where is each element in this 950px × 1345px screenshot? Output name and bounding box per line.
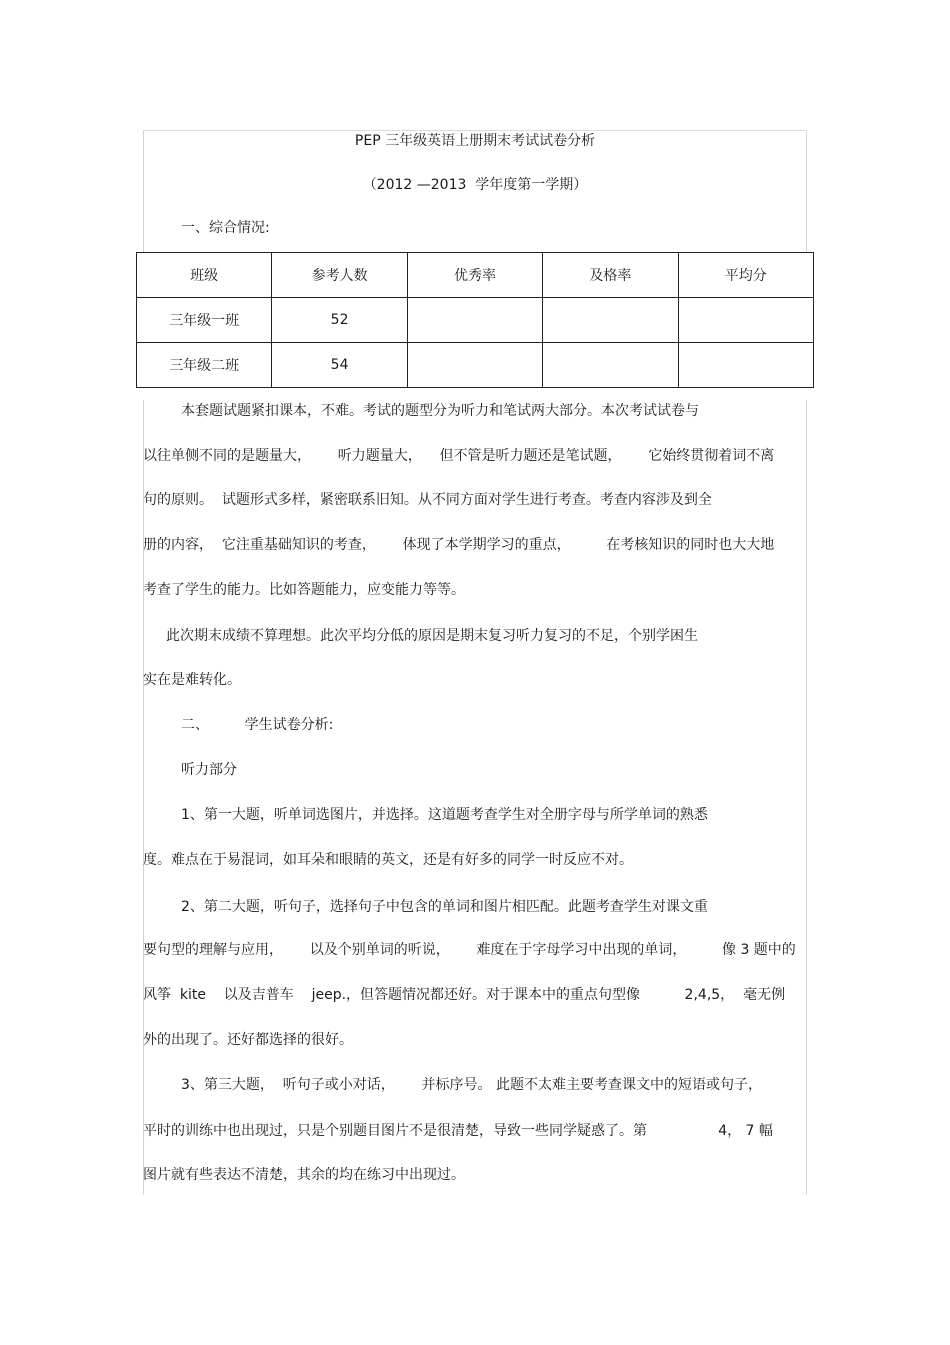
stats-table <box>136 252 814 388</box>
text-line: 以往单侧不同的是题量大， 听力题量大， 但不管是听力题还是笔试题， 它始终贯彻着词不离 <box>143 448 775 464</box>
page-border-left-lower <box>143 400 144 1195</box>
text-line: 句的原则。 试题形式多样，紧密联系旧知。从不同方面对学生进行考查。考查内容涉及到全 <box>143 492 712 508</box>
document-title: PEP 三年级英语上册期末考试试卷分析 <box>354 133 596 149</box>
section-heading-analysis: 二、 学生试卷分析: <box>181 717 334 733</box>
text-line: 风筝 kite 以及吉普车 jeep.，但答题情况都还好。对于课本中的重点句型像 2,4,5， 毫无例 <box>143 987 786 1003</box>
table-cell: 三年级一班 <box>137 298 272 343</box>
table-row <box>137 343 814 388</box>
text-line: 本套题试题紧扣课本，不难。考试的题型分为听力和笔试两大部分。本次考试试卷与 <box>181 403 699 419</box>
text-line: 度。难点在于易混词，如耳朵和眼睛的英文，还是有好多的同学一时反应不对。 <box>143 852 633 868</box>
table-cell <box>543 343 678 388</box>
document-subtitle: （2012 —2013 学年度第一学期） <box>362 177 588 193</box>
table-row <box>137 298 814 343</box>
text-line: 平时的训练中也出现过，只是个别题目图片不是很清楚，导致一些同学疑惑了。第 4， 7 幅 <box>143 1123 773 1139</box>
header-cell-class: 班级 <box>137 253 272 298</box>
text-line: 册的内容， 它注重基础知识的考查， 体现了本学期学习的重点， 在考核知识的同时也大大地 <box>143 537 775 553</box>
text-line: 考查了学生的能力。比如答题能力，应变能力等等。 <box>143 582 465 598</box>
subsection-heading-listening: 听力部分 <box>181 762 237 778</box>
text-line: 实在是难转化。 <box>143 672 241 688</box>
table-cell: 三年级二班 <box>137 343 272 388</box>
text-line: 要句型的理解与应用， 以及个别单词的听说， 难度在于字母学习中出现的单词， 像 3 题中的 <box>143 942 796 958</box>
header-cell-participants: 参考人数 <box>272 253 407 298</box>
table-cell <box>543 298 678 343</box>
table-cell: 52 <box>272 298 407 343</box>
table-header-row <box>137 253 814 298</box>
header-cell-average: 平均分 <box>678 253 813 298</box>
text-line: 此次期末成绩不算理想。此次平均分低的原因是期末复习听力复习的不足，个别学困生 <box>166 628 698 644</box>
table-cell: 54 <box>272 343 407 388</box>
header-cell-excellent-rate: 优秀率 <box>407 253 542 298</box>
text-line: 3、第三大题， 听句子或小对话， 并标序号。 此题不太难主要考查课文中的短语或句子， <box>181 1077 762 1093</box>
table-cell <box>407 343 542 388</box>
page-border-right-lower <box>806 400 807 1195</box>
table-cell <box>407 298 542 343</box>
table-cell <box>678 343 813 388</box>
text-line: 2、第二大题，听句子，选择句子中包含的单词和图片相匹配。此题考查学生对课文重 <box>181 899 708 915</box>
section-heading-overview: 一、综合情况: <box>181 220 270 236</box>
text-line: 图片就有些表达不清楚，其余的均在练习中出现过。 <box>143 1167 465 1183</box>
text-line: 1、第一大题，听单词选图片，并选择。这道题考查学生对全册字母与所学单词的熟悉 <box>181 807 708 823</box>
text-line: 外的出现了。还好都选择的很好。 <box>143 1032 353 1048</box>
table-cell <box>678 298 813 343</box>
header-cell-pass-rate: 及格率 <box>543 253 678 298</box>
